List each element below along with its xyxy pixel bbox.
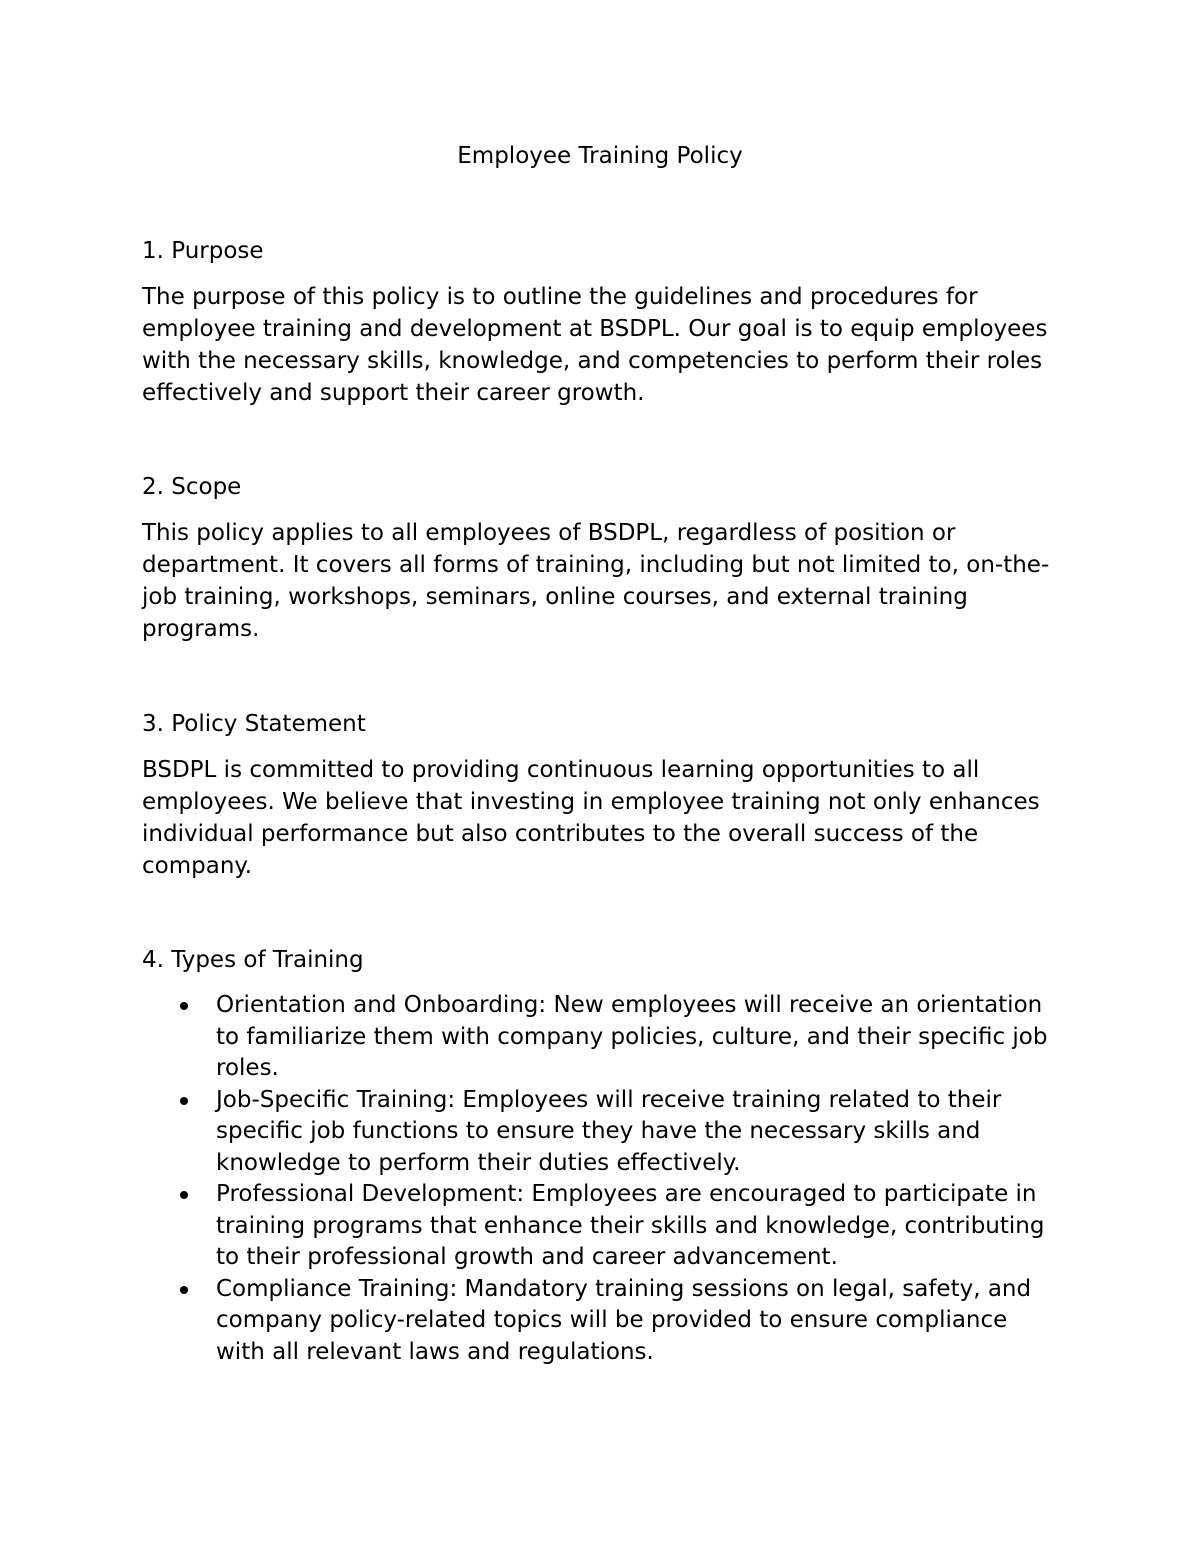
- list-item: [142, 1085, 1052, 1180]
- section-body: BSDPL is committed to providing continuous learning opportunities to all employees. We believe that investing in employee training not only enhances individual performance but also contributes to the overall success of the company.: [142, 757, 1040, 879]
- section-types-of-training: [142, 944, 1052, 1368]
- section-purpose: [142, 235, 1052, 409]
- list-item-text: Orientation and Onboarding: New employees will receive an orientation to familiarize them with company policies, culture, and their specific job roles.: [216, 992, 1048, 1081]
- list-item-text: Job-Specific Training: Employees will receive training related to their specific job functions to ensure they have the necessary skills and knowledge to perform their duties effectively.: [216, 1086, 1002, 1176]
- document-title: Employee Training Policy: [457, 143, 743, 169]
- bullet-dot-icon: [180, 1191, 188, 1199]
- section-heading: 2. Scope: [142, 474, 242, 500]
- list-item: [142, 1274, 1052, 1369]
- section-body: The purpose of this policy is to outline the guidelines and procedures for employee training and development at BSDPL. Our goal is to equip employees with the necessary skills, knowledge, and competencies to perform their roles effectively and support their career growth.: [142, 284, 1048, 406]
- bullet-dot-icon: [180, 1002, 188, 1010]
- training-types-list: [142, 990, 1052, 1368]
- section-scope: [142, 471, 1052, 645]
- section-heading: 3. Policy Statement: [142, 711, 366, 737]
- section-heading: 4. Types of Training: [142, 947, 364, 973]
- list-item-text: Compliance Training: Mandatory training sessions on legal, safety, and company policy-related topics will be provided to ensure compliance with all relevant laws and regulations.: [216, 1275, 1032, 1365]
- list-item-text: Professional Development: Employees are encouraged to participate in training programs that enhance their skills and knowledge, contributing to their professional growth and career advancement.: [216, 1181, 1045, 1270]
- section-heading: 1. Purpose: [142, 238, 264, 264]
- section-body: This policy applies to all employees of BSDPL, regardless of position or department. It covers all forms of training, including but not limited to, on-the-job training, workshops, seminars, online courses, and external training programs.: [142, 520, 1050, 642]
- bullet-dot-icon: [180, 1097, 188, 1105]
- list-item: [142, 990, 1052, 1085]
- list-item: [142, 1179, 1052, 1274]
- bullet-dot-icon: [180, 1286, 188, 1294]
- section-policy-statement: [142, 708, 1052, 882]
